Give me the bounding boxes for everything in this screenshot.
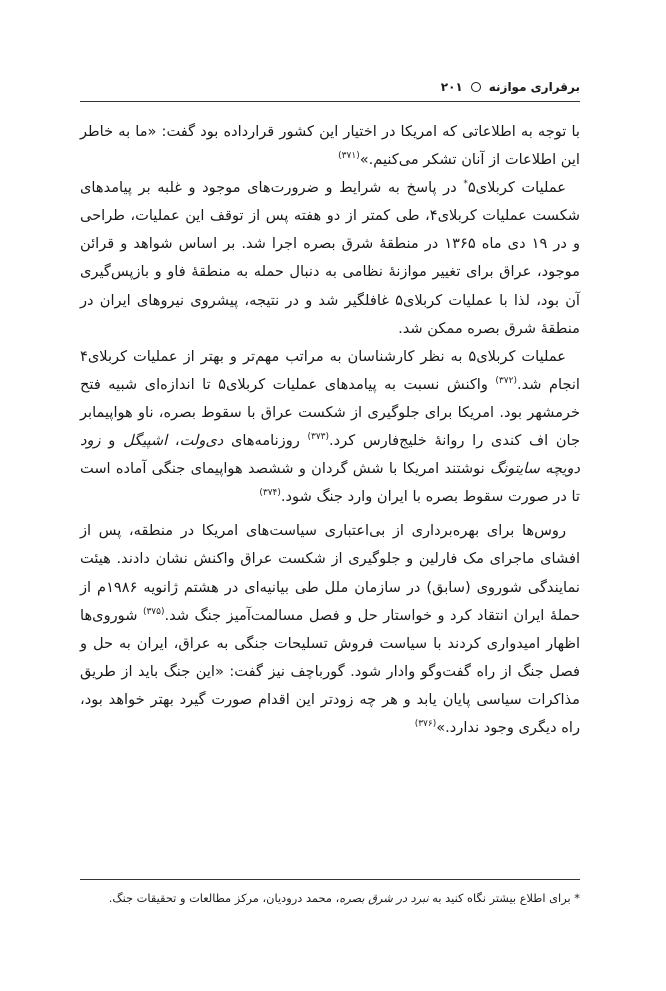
newspaper-name: زود دویچه سایتونگ <box>80 432 580 478</box>
body-text <box>80 118 580 742</box>
text-segment: در پاسخ به شرایط و ضرورت‌های موجود و غلبه بر پیامدهای شکست عملیات کربلای۴، طی کمتر از دو هفته پس از توقف این عملیات، طراحی و در ۱۹ دی ماه ۱۳۶۵ در منطقهٔ شرق بصره اجرا شد. بر اساس شواهد و قرائن موجود، عراق برای تغییر موازنهٔ نظامی به دنبال حمله به منطقهٔ فاو و بازپس‌گیری آن بود، لذا با عملیات کربلای۵ غافلگیر شد و در نتیجه، پیشروی نیروهای ایران در منطقهٔ شرق بصره ممکن شد. <box>80 179 581 337</box>
text-segment: نوشتند امریکا با شش گردان و ششصد هواپیمای جنگی آماده است تا در صورت سقوط بصره با ایران وارد جنگ شود. <box>80 460 580 506</box>
citation-374: (۳۷۴) <box>259 488 281 499</box>
page-number: ۲۰۱ <box>440 80 463 94</box>
footnote-prefix: برای اطلاع بیشتر نگاه کنید به <box>428 891 575 905</box>
text-segment: روس‌ها برای بهره‌برداری از بی‌اعتباری سیاست‌های امریکا در منطقه، پس از افشای ماجرای مک فارلین و جلوگیری از شکست عراق واکنش نشان دادند. هیئت نمایندگی شوروی (سابق) در سازمان ملل طی بیانیه‌ای در هشتم ژانویه ۱۹۸۶م از حملهٔ ایران انتقاد کرد و خواستار حل و فصل مسالمت‌آمیز جنگ شد. <box>80 522 580 624</box>
footnote-marker: * <box>574 891 580 905</box>
citation-371: (۳۷۱) <box>338 151 360 162</box>
header-rule <box>80 101 580 102</box>
text-segment: شوروی‌ها اظهار امیدواری کردند با سیاست فروش تسلیحات جنگی به عراق، ایران به حل و فصل جنگ از راه گفت‌وگو وادار شود. گورباچف نیز گفت: «این جنگ باید از طریق مذاکرات سیاسی پایان یابد و هر چه زودتر این اقدام صورت گیرد بهتر خواهد بود، راه دیگری وجود ندارد.» <box>80 606 580 736</box>
paragraph-3 <box>80 343 580 512</box>
paragraph-4 <box>80 517 580 742</box>
footnote-book-title: نبرد در شرق بصره <box>339 891 429 905</box>
text-segment: ، <box>167 432 180 450</box>
text-segment: عملیات کربلای۵ <box>467 179 566 197</box>
circle-separator-icon <box>471 82 481 92</box>
text-segment: و <box>100 432 123 450</box>
footnote-rule <box>80 879 580 880</box>
citation-376: (۳۷۶) <box>414 718 437 729</box>
paragraph-1 <box>80 118 580 174</box>
text-segment: روزنامه‌های <box>223 432 308 450</box>
footnote-marker: * <box>463 179 468 190</box>
running-head-title: برقراری موازنه <box>488 80 580 94</box>
citation-373: (۳۷۳) <box>307 432 330 443</box>
footnote-suffix: ، محمد درودیان، مرکز مطالعات و تحقیقات جنگ. <box>108 891 340 905</box>
footnote <box>80 888 580 908</box>
citation-375: (۳۷۵) <box>142 606 165 617</box>
citation-372: (۳۷۲) <box>495 375 517 386</box>
newspaper-name: اشپیگل <box>122 432 168 450</box>
running-head <box>80 76 580 98</box>
newspaper-name: دی‌ولت <box>179 432 224 450</box>
text-segment: عملیات کربلای۵ به نظر کارشناسان به مراتب مهم‌تر و بهتر از عملیات کربلای۴ انجام شد. <box>80 347 580 393</box>
paragraph-2 <box>80 174 580 343</box>
text-segment: با توجه به اطلاعاتی که امریکا در اختیار این کشور قرارداده بود گفت: «ما به خاطر این اطلاعات از آنان تشکر می‌کنیم.» <box>80 123 580 169</box>
text-segment: واکنش نسبت به پیامدهای عملیات کربلای۵ تا اندازه‌ای شبیه فتح خرمشهر بود. امریکا برای جلوگیری از شکست عراق با سقوط بصره، ناو هواپیمابر جان اف کندی را روانهٔ خلیج‌فارس کرد. <box>80 375 581 450</box>
